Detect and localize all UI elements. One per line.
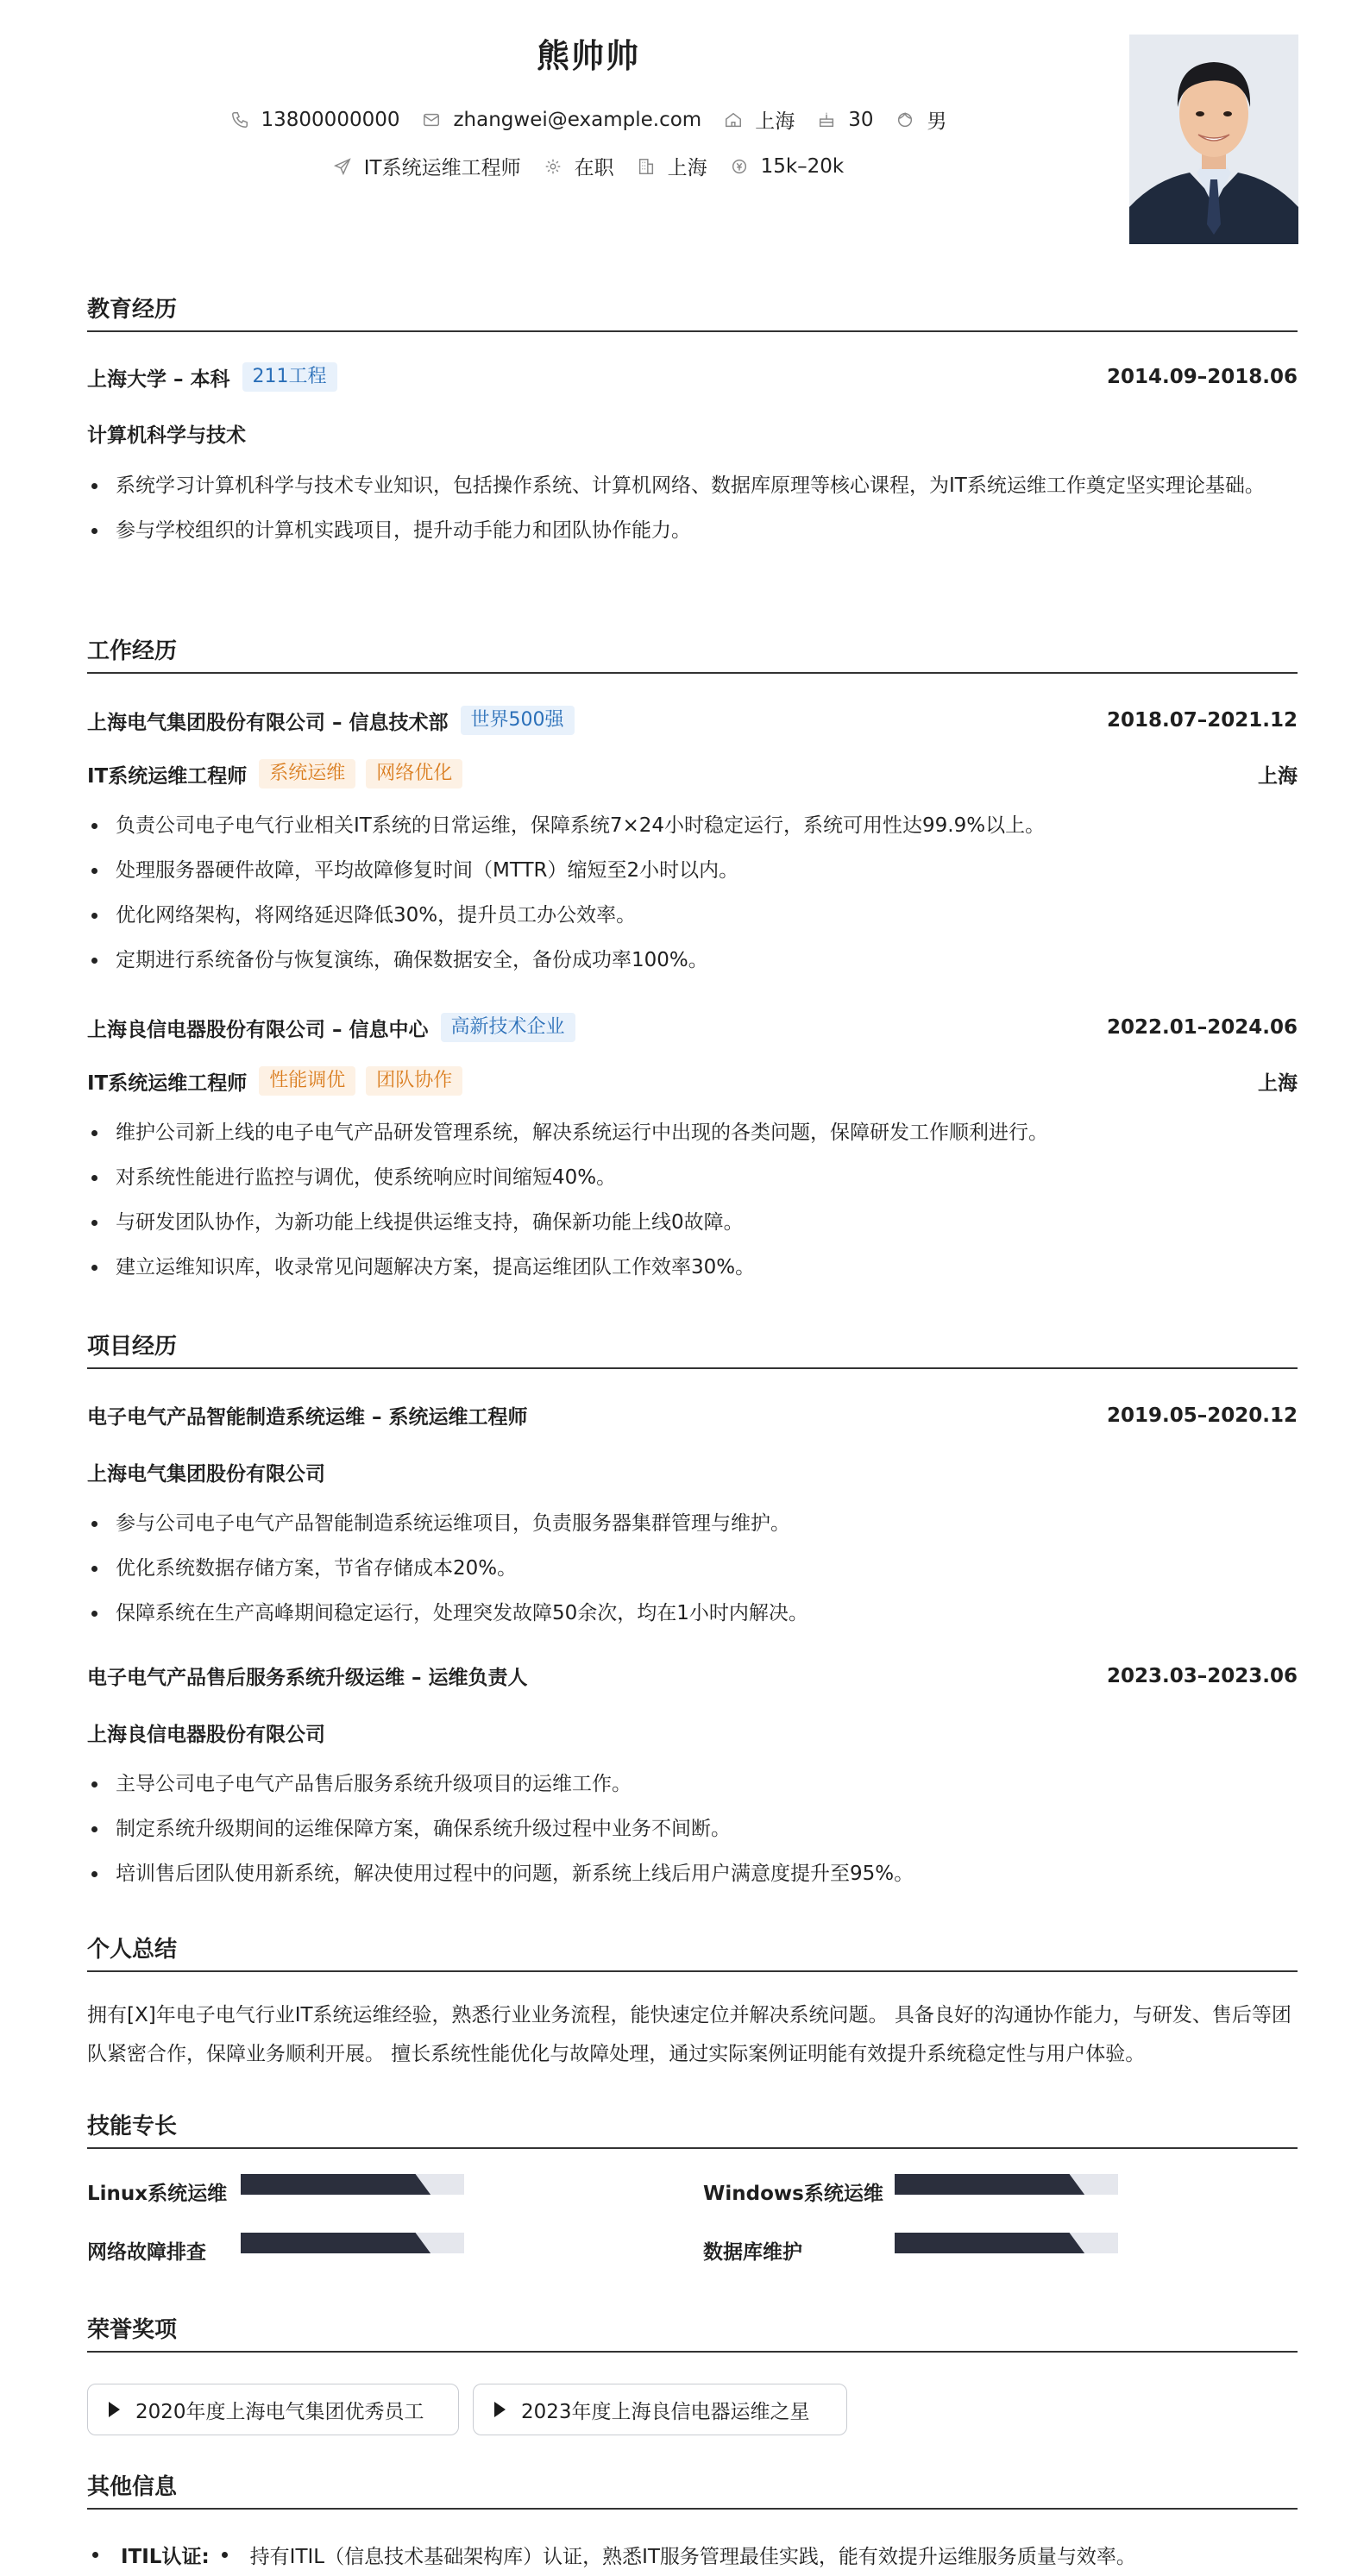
summary-text: 拥有[X]年电子电气行业IT系统运维经验，熟悉行业业务流程，能快速定位并解决系统问题。 具备良好的沟通协作能力，与研发、售后等团队紧密合作，保障业务顺利开展。 擅长系统性能优化与故障处理，通过实际案例证明能有效提升系统稳定性与用户体验。 bbox=[87, 2004, 1291, 2065]
salary-text: 15k–20k bbox=[760, 154, 845, 178]
list-item: 与研发团队协作，为新功能上线提供运维支持，确保新功能上线0故障。 bbox=[87, 1203, 1298, 1242]
job-2-tag: 性能调优 bbox=[259, 1066, 355, 1096]
honor-text: 2020年度上海电气集团优秀员工 bbox=[135, 2400, 424, 2423]
cake-icon bbox=[817, 110, 836, 129]
phone-info bbox=[230, 109, 400, 131]
project-2-company: 上海良信电器股份有限公司 bbox=[87, 1724, 325, 1746]
project-2-row bbox=[87, 1662, 1298, 1690]
status-info bbox=[544, 152, 614, 180]
list-item: 系统学习计算机科学与技术专业知识，包括操作系统、计算机网络、数据库原理等核心课程，为IT系统运维工作奠定坚实理论基础。 bbox=[87, 467, 1298, 506]
skills-section-title: 技能专长 bbox=[87, 2108, 1298, 2149]
project-1-name: 电子电气产品智能制造系统运维 – 系统运维工程师 bbox=[87, 1406, 528, 1429]
profile-photo bbox=[1129, 35, 1298, 244]
email-text: zhangwei@example.com bbox=[453, 108, 702, 131]
list-item: 保障系统在生产高峰期间稳定运行，处理突发故障50余次，均在1小时内解决。 bbox=[87, 1594, 1298, 1633]
job-row bbox=[0, 152, 1177, 180]
project-2-bullets bbox=[87, 1765, 1298, 1900]
bullet-dot bbox=[92, 2552, 98, 2558]
job-2-bullets bbox=[87, 1114, 1298, 1293]
list-item: 负责公司电子电气行业相关IT系统的日常运维，保障系统7×24小时稳定运行，系统可用性达99.9%以上。 bbox=[87, 807, 1298, 845]
job-2-date: 2022.01–2024.06 bbox=[1106, 1016, 1298, 1039]
job-1-tag: 系统运维 bbox=[259, 759, 355, 789]
list-item: 参与公司电子电气产品智能制造系统运维项目，负责服务器集群管理与维护。 bbox=[87, 1505, 1298, 1543]
job-2-company-row bbox=[87, 1013, 1298, 1042]
list-item: 维护公司新上线的电子电气产品研发管理系统，解决系统运行中出现的各类问题，保障研发工作顺利进行。 bbox=[87, 1114, 1298, 1153]
job-1-company-row bbox=[87, 706, 1298, 735]
job-1-company-tag: 世界500强 bbox=[461, 706, 575, 735]
job-1-role-row bbox=[87, 759, 1298, 789]
age-info bbox=[817, 109, 873, 131]
location-text: 上海 bbox=[755, 110, 795, 133]
coin-icon bbox=[730, 157, 749, 176]
age-text: 30 bbox=[848, 108, 874, 131]
skill-name: 数据库维护 bbox=[703, 2241, 802, 2264]
phone-text: 13800000000 bbox=[261, 108, 400, 131]
list-item: 主导公司电子电气产品售后服务系统升级项目的运维工作。 bbox=[87, 1765, 1298, 1804]
list-item: 制定系统升级期间的运维保障方案，确保系统升级过程中业务不间断。 bbox=[87, 1810, 1298, 1849]
contact-row bbox=[0, 105, 1177, 134]
honor-text: 2023年度上海良信电器运维之星 bbox=[521, 2400, 810, 2423]
project-1-company: 上海电气集团股份有限公司 bbox=[87, 1463, 325, 1486]
list-item: 定期进行系统备份与恢复演练，确保数据安全，备份成功率100%。 bbox=[87, 941, 1298, 980]
mail-icon bbox=[422, 110, 441, 129]
bullet-dot bbox=[222, 2552, 228, 2558]
list-item: 优化系统数据存储方案，节省存储成本20%。 bbox=[87, 1549, 1298, 1588]
other-section-title: 其他信息 bbox=[87, 2469, 1298, 2510]
project-1-bullets bbox=[87, 1505, 1298, 1639]
list-item: 对系统性能进行监控与调优，使系统响应时间缩短40%。 bbox=[87, 1159, 1298, 1197]
education-major: 计算机科学与技术 bbox=[87, 424, 246, 447]
honors-section-title: 荣誉奖项 bbox=[87, 2312, 1298, 2353]
education-date: 2014.09–2018.06 bbox=[1106, 366, 1298, 388]
skill-name: 网络故障排查 bbox=[87, 2241, 206, 2264]
face-icon bbox=[896, 110, 914, 129]
email-info bbox=[422, 109, 701, 131]
candidate-name: 熊帅帅 bbox=[536, 37, 640, 75]
summary-section-title: 个人总结 bbox=[87, 1932, 1298, 1972]
school-tag: 211工程 bbox=[242, 362, 337, 392]
city-text: 上海 bbox=[667, 157, 707, 179]
status-text: 在职 bbox=[574, 157, 614, 179]
other-label: ITIL认证: bbox=[121, 2546, 210, 2568]
job-2-role: IT系统运维工程师 bbox=[87, 1071, 248, 1095]
list-item: 参与学校组织的计算机实践项目，提升动手能力和团队协作能力。 bbox=[87, 512, 1298, 550]
job-2-company-tag: 高新技术企业 bbox=[441, 1013, 575, 1042]
education-row bbox=[87, 362, 1298, 392]
list-item: 培训售后团队使用新系统，解决使用过程中的问题，新系统上线后用户满意度提升至95%。 bbox=[87, 1855, 1298, 1894]
job-title-text: IT系统运维工程师 bbox=[363, 157, 521, 179]
gender-text: 男 bbox=[927, 110, 947, 133]
city-info bbox=[637, 152, 707, 180]
triangle-icon bbox=[494, 2402, 506, 2417]
skill-item bbox=[703, 2177, 883, 2206]
honor-badge bbox=[87, 2384, 459, 2435]
avatar-portrait bbox=[1129, 35, 1298, 244]
job-1-role: IT系统运维工程师 bbox=[87, 764, 248, 788]
job-2-tag: 团队协作 bbox=[366, 1066, 462, 1096]
project-1-date: 2019.05–2020.12 bbox=[1106, 1404, 1298, 1427]
job-2-company: 上海良信电器股份有限公司 – 信息中心 bbox=[87, 1018, 429, 1041]
education-bullets bbox=[87, 467, 1298, 556]
phone-icon bbox=[230, 110, 249, 129]
job-1-bullets bbox=[87, 807, 1298, 986]
skill-item bbox=[87, 2236, 206, 2265]
other-info-item bbox=[87, 2541, 1136, 2569]
projects-section-title: 项目经历 bbox=[87, 1329, 1298, 1369]
honor-badge bbox=[473, 2384, 847, 2435]
salary-info bbox=[730, 155, 845, 178]
project-2-name: 电子电气产品售后服务系统升级运维 – 运维负责人 bbox=[87, 1667, 528, 1689]
job-1-location: 上海 bbox=[1258, 764, 1298, 788]
job-2-role-row bbox=[87, 1066, 1298, 1096]
gender-info bbox=[896, 105, 946, 134]
school-name: 上海大学 – 本科 bbox=[87, 368, 230, 391]
home-icon bbox=[724, 110, 743, 129]
location-info bbox=[724, 105, 795, 134]
send-icon bbox=[333, 157, 352, 176]
skill-item bbox=[703, 2236, 802, 2265]
skill-item bbox=[87, 2177, 227, 2206]
skill-name: Linux系统运维 bbox=[87, 2183, 228, 2205]
list-item: 优化网络架构，将网络延迟降低30%，提升员工办公效率。 bbox=[87, 896, 1298, 935]
list-item: 处理服务器硬件故障，平均故障修复时间（MTTR）缩短至2小时以内。 bbox=[87, 851, 1298, 890]
other-text: 持有ITIL（信息技术基础架构库）认证，熟悉IT服务管理最佳实践，能有效提升运维服务质量与效率。 bbox=[249, 2546, 1136, 2568]
job-1-company: 上海电气集团股份有限公司 – 信息技术部 bbox=[87, 711, 449, 734]
list-item: 建立运维知识库，收录常见问题解决方案，提高运维团队工作效率30%。 bbox=[87, 1248, 1298, 1287]
job-1-date: 2018.07–2021.12 bbox=[1106, 709, 1298, 732]
work-section-title: 工作经历 bbox=[87, 633, 1298, 674]
gear-icon bbox=[544, 157, 562, 176]
job-1-tag: 网络优化 bbox=[366, 759, 462, 789]
skill-name: Windows系统运维 bbox=[703, 2183, 883, 2205]
job-2-location: 上海 bbox=[1258, 1071, 1298, 1095]
building-icon bbox=[637, 157, 656, 176]
education-section-title: 教育经历 bbox=[87, 292, 1298, 332]
project-2-date: 2023.03–2023.06 bbox=[1106, 1664, 1298, 1687]
triangle-icon bbox=[109, 2402, 120, 2417]
job-title-info bbox=[333, 152, 521, 180]
project-1-row bbox=[87, 1401, 1298, 1429]
